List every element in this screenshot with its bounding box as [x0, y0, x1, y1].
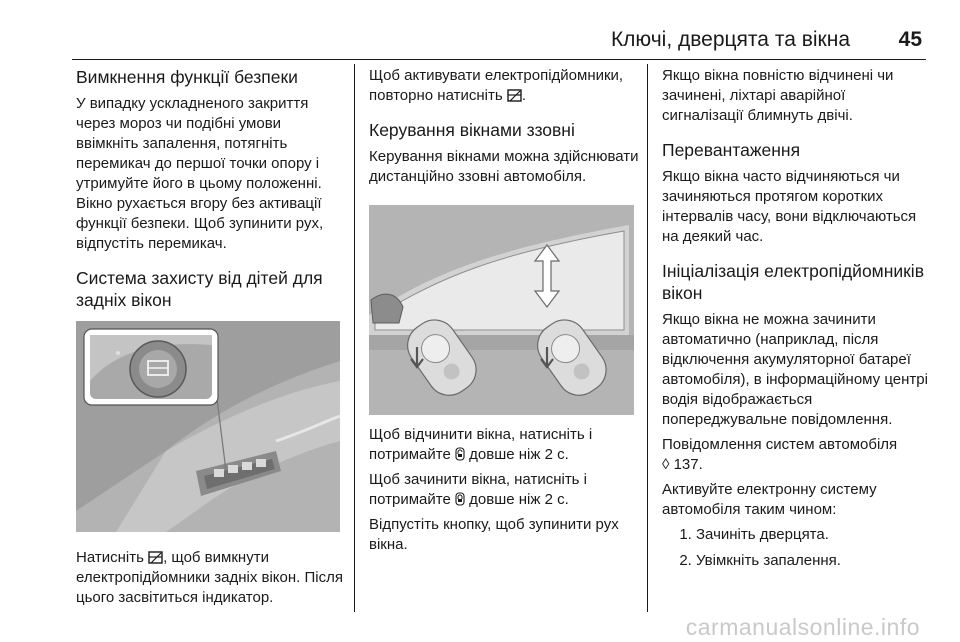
middle-column [369, 66, 639, 560]
watermark: carmanualsonline.info [685, 614, 920, 640]
header-rule [72, 59, 926, 60]
page-number: 45 [898, 28, 922, 51]
open-windows-text [369, 425, 639, 465]
heading-remote-control: Керування вікнами ззовні [369, 120, 575, 140]
heading-child-lock: Система захисту від дітей для задніх вікон [76, 268, 323, 310]
column-separator-2 [647, 64, 648, 612]
window-lock-icon [148, 551, 163, 564]
heading-initialization: Ініціалізація електропідйомників вікон [662, 261, 924, 303]
child-lock-text-b: , щоб вимкнути електропідйомники задніх вікон. Після цього засвітиться індикатор. [76, 549, 343, 606]
unlock-key-icon [455, 447, 465, 461]
column-separator-1 [354, 64, 355, 612]
list-item: 1. Зачиніть дверцята. [696, 525, 930, 545]
activate-system-text: Активуйте електронну систему автомобіля таким чином: [662, 481, 877, 518]
remote-control-text: Керування вікнами можна здійснювати дистанційно ззовні автомобіля. [369, 148, 639, 185]
remote-key-illustration [369, 205, 634, 415]
stop-window-text: Відпустіть кнопку, щоб зупинити рух вікна. [369, 516, 619, 553]
page-reference-icon: ◊ [662, 456, 670, 473]
remote-key-figure [369, 205, 634, 415]
close-windows-text-b: довше ніж 2 с. [469, 491, 569, 508]
child-lock-text [76, 548, 344, 608]
right-column [662, 66, 930, 577]
vehicle-messages-text [662, 435, 930, 475]
heading-overload: Перевантаження [662, 140, 801, 160]
initialization-text: Якщо вікна не можна зачинити автоматично (наприклад, після відключення акумуляторної батареї автомобіля), в інформаційному центрі водія відображається попереджувальне повідомлення. [662, 311, 928, 428]
close-windows-text-a: Щоб зачинити вікна, натисніть і потримайте [369, 471, 587, 508]
overload-text: Якщо вікна часто відчиняються чи зачиняються протягом коротких інтервалів часу, вони відключаються на деякий час. [662, 168, 917, 245]
door-panel-figure [76, 321, 340, 532]
open-windows-text-b: довше ніж 2 с. [469, 446, 569, 463]
lock-key-icon [455, 492, 465, 506]
init-steps-list [662, 525, 930, 571]
activate-text [369, 66, 639, 106]
child-lock-text-a: Натисніть [76, 549, 144, 566]
close-windows-text [369, 470, 639, 510]
hazard-lights-text: Якщо вікна повністю відчинені чи зачинені, ліхтарі аварійної сигналізації блимнуть двічі. [662, 67, 894, 124]
activate-text-b: . [521, 87, 526, 104]
open-windows-text-a: Щоб відчинити вікна, натисніть і потримайте [369, 426, 593, 463]
safety-off-text: У випадку ускладненого закриття через мороз чи подібні умови ввімкніть запалення, потягніть перемикач до першої точки опору і утримуйте його в цьому положенні. Вікно рухається вгору без активації функції безпеки. Щоб зупинити рух, відпустіть перемикач. [76, 95, 324, 252]
activate-text-a: Щоб активувати електропідйомники, повторно натисніть [369, 67, 624, 104]
page-header [0, 28, 960, 52]
door-panel-illustration [76, 321, 340, 532]
list-item: 2. Увімкніть запалення. [696, 551, 930, 571]
heading-safety-off: Вимкнення функції безпеки [76, 67, 298, 87]
page-reference-number: 137. [673, 456, 703, 473]
window-lock-icon [507, 89, 522, 102]
running-title: Ключі, дверцята та вікна [610, 28, 850, 51]
vehicle-messages-label: Повідомлення систем автомобіля [662, 436, 898, 453]
left-column [76, 66, 344, 613]
